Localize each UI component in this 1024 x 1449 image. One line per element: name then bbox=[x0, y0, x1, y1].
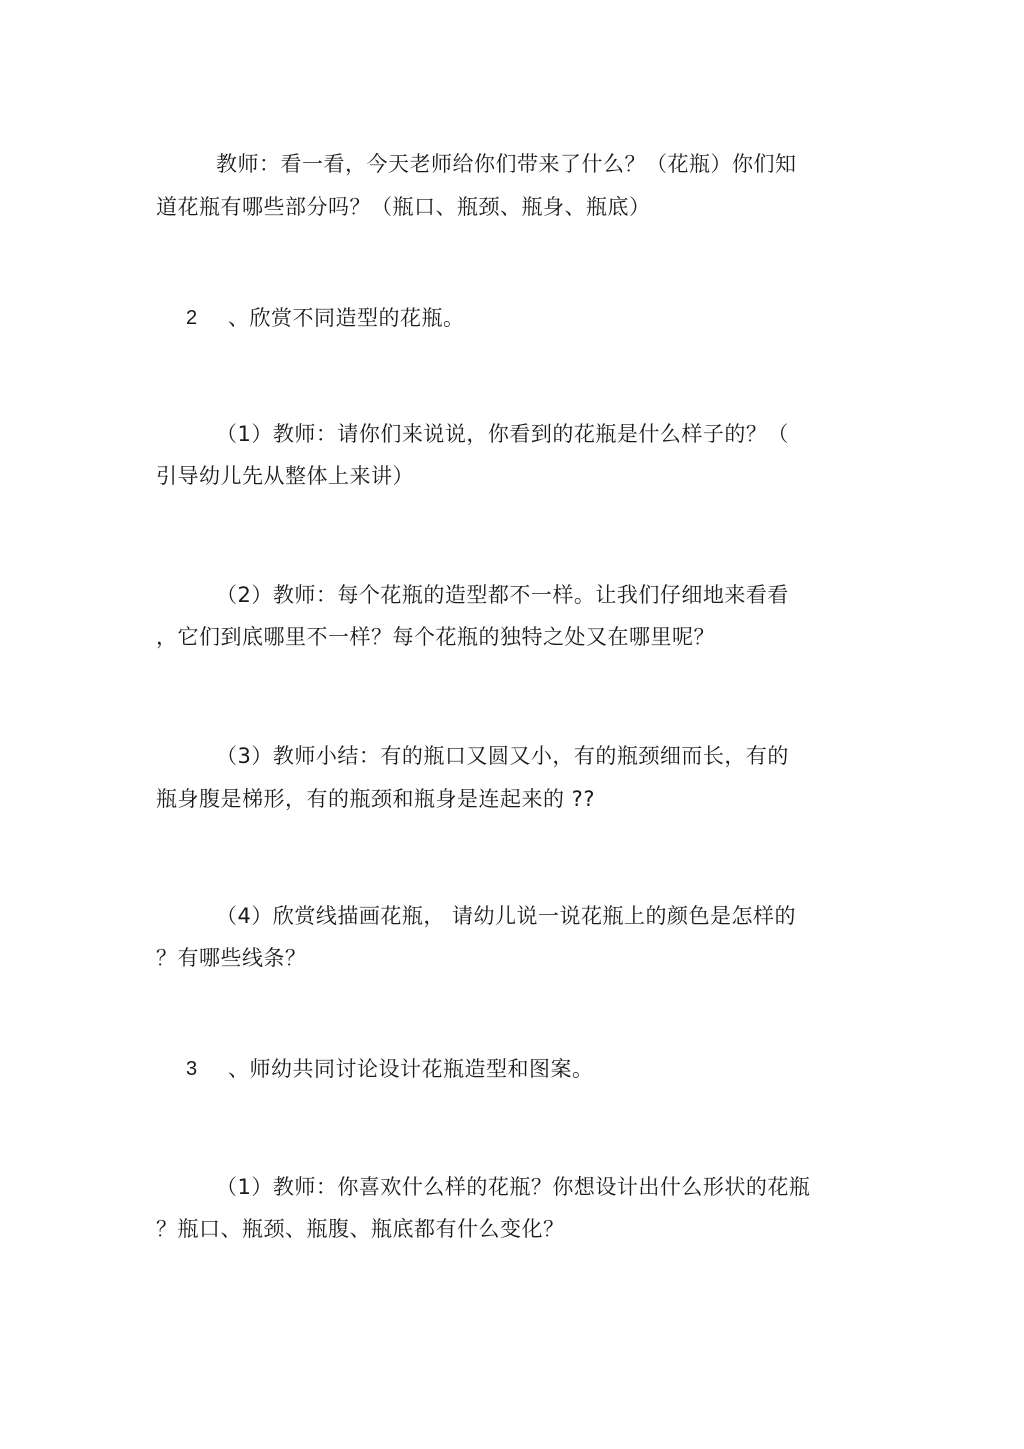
paragraph-2-4-line-2: ？有哪些线条？ bbox=[156, 946, 307, 970]
section-heading-3: 、师幼共同讨论设计花瓶造型和图案。 bbox=[228, 1057, 594, 1081]
paragraph-2-4-line-1: （4）欣赏线描画花瓶， 请幼儿说一说花瓶上的颜色是怎样的 bbox=[216, 904, 797, 928]
paragraph-2-3-line-2: 瓶身腹是梯形，有的瓶颈和瓶身是连起来的 ?? bbox=[156, 787, 595, 811]
section-number-3: 3 bbox=[186, 1058, 198, 1080]
paragraph-3-1-line-2: ？瓶口、瓶颈、瓶腹、瓶底都有什么变化？ bbox=[156, 1217, 565, 1241]
paragraph-2-1-line-1: （1）教师：请你们来说说，你看到的花瓶是什么样子的？（ bbox=[216, 422, 789, 446]
section-number-2: 2 bbox=[186, 307, 198, 329]
paragraph-2-3-line-1: （3）教师小结：有的瓶口又圆又小，有的瓶颈细而长，有的 bbox=[216, 744, 789, 768]
paragraph-2-2-line-1: （2）教师：每个花瓶的造型都不一样。让我们仔细地来看看 bbox=[216, 583, 789, 607]
paragraph-3-1-line-1: （1）教师：你喜欢什么样的花瓶？你想设计出什么形状的花瓶 bbox=[216, 1175, 811, 1199]
paragraph-1-line-1: 教师：看一看，今天老师给你们带来了什么？（花瓶）你们知 bbox=[216, 152, 797, 176]
paragraph-1-line-2: 道花瓶有哪些部分吗？（瓶口、瓶颈、瓶身、瓶底） bbox=[156, 195, 651, 219]
paragraph-2-2-line-2: ，它们到底哪里不一样？每个花瓶的独特之处又在哪里呢？ bbox=[156, 625, 715, 649]
section-heading-2: 、欣赏不同造型的花瓶。 bbox=[228, 306, 465, 330]
paragraph-2-1-line-2: 引导幼儿先从整体上来讲） bbox=[156, 464, 414, 488]
